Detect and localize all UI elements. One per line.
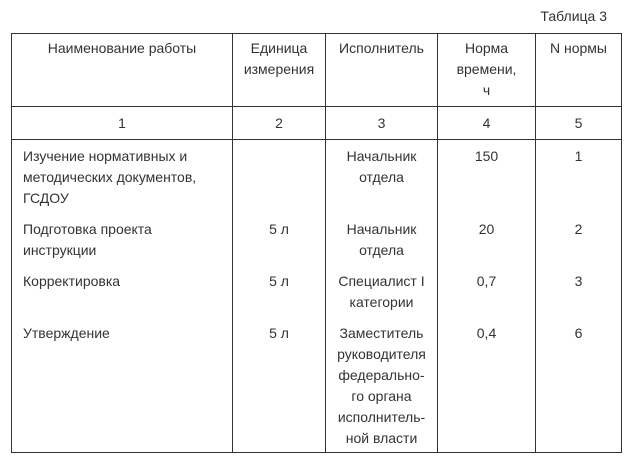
hours-cell: 20 (438, 213, 536, 265)
work-name-cell: Корректировка (12, 265, 233, 317)
work-norms-table (11, 33, 622, 453)
unit-cell: 5 л (233, 213, 326, 265)
header-time-norm: Норма времени, ч (438, 34, 536, 107)
column-number: 4 (438, 107, 536, 140)
column-number: 2 (233, 107, 326, 140)
executor-cell: Специалист I категории (326, 265, 438, 317)
header-norm-number: N нормы (536, 34, 622, 107)
unit-cell (233, 140, 326, 214)
column-number: 3 (326, 107, 438, 140)
header-row (12, 34, 622, 107)
executor-cell: Начальник отдела (326, 213, 438, 265)
executor-cell: Начальник отдела (326, 140, 438, 214)
executor-cell: Заместитель руководителя федерально- го органа исполнитель- ной власти (326, 317, 438, 453)
hours-cell: 150 (438, 140, 536, 214)
work-name-cell: Утверждение (12, 317, 233, 453)
table-row (12, 265, 622, 317)
hours-cell: 0,4 (438, 317, 536, 453)
table-row (12, 317, 622, 453)
norm-number-cell: 2 (536, 213, 622, 265)
work-name-cell: Изучение нормативных и методических документов, ГСДОУ (12, 140, 233, 214)
norm-number-cell: 1 (536, 140, 622, 214)
table-row (12, 140, 622, 214)
column-number-row (12, 107, 622, 140)
hours-cell: 0,7 (438, 265, 536, 317)
header-work-name: Наименование работы (12, 34, 233, 107)
header-executor: Исполнитель (326, 34, 438, 107)
unit-cell: 5 л (233, 265, 326, 317)
header-unit: Единица измерения (233, 34, 326, 107)
column-number: 5 (536, 107, 622, 140)
unit-cell: 5 л (233, 317, 326, 453)
norm-number-cell: 3 (536, 265, 622, 317)
work-name-cell: Подготовка проекта инструкции (12, 213, 233, 265)
table-caption: Таблица 3 (540, 8, 607, 24)
table-row (12, 213, 622, 265)
column-number: 1 (12, 107, 233, 140)
norm-number-cell: 6 (536, 317, 622, 453)
